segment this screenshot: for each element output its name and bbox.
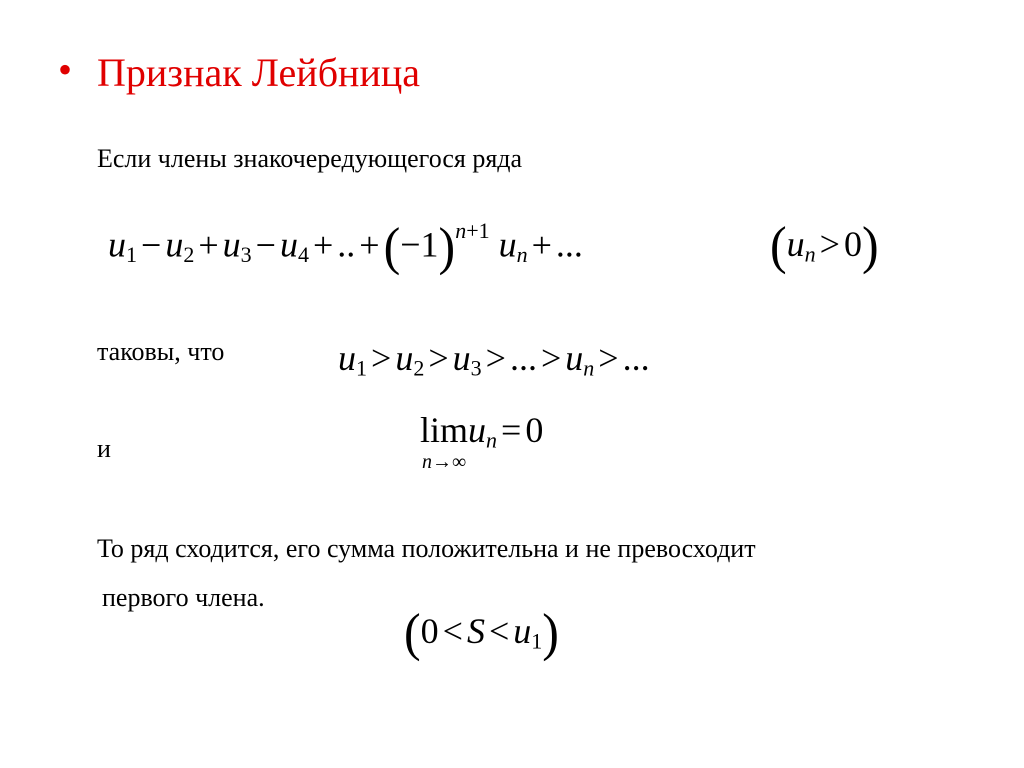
intro-text: Если члены знакочередующегося ряда <box>97 144 523 173</box>
sum-bound-formula: $(0 < S < u_1)$ <box>404 602 559 662</box>
such-that-text: таковы, что <box>97 337 225 366</box>
limit-formula: limu$_n$ = 0 n→∞ <box>420 410 544 473</box>
and-text: и <box>97 434 111 463</box>
limit-subscript: n→∞ <box>422 451 467 473</box>
conclusion-line-1: То ряд сходится, его сумма положительна и не превосходит <box>97 534 756 563</box>
monotone-formula: $u_1 > u_2 > u_3$ > ... > $u_n$ > ... <box>338 338 650 381</box>
bullet-marker: • <box>58 47 73 92</box>
conclusion-line-2: первого члена. <box>102 583 265 612</box>
positivity-condition: $(u_n > 0)$ <box>770 215 879 275</box>
slide-title: Признак Лейбница <box>97 50 421 95</box>
series-formula: $u_1 - u_2 + u_3 - u_4$ + .. $+(-1)^{n+1}$ $u_n$ + ... <box>108 216 583 276</box>
